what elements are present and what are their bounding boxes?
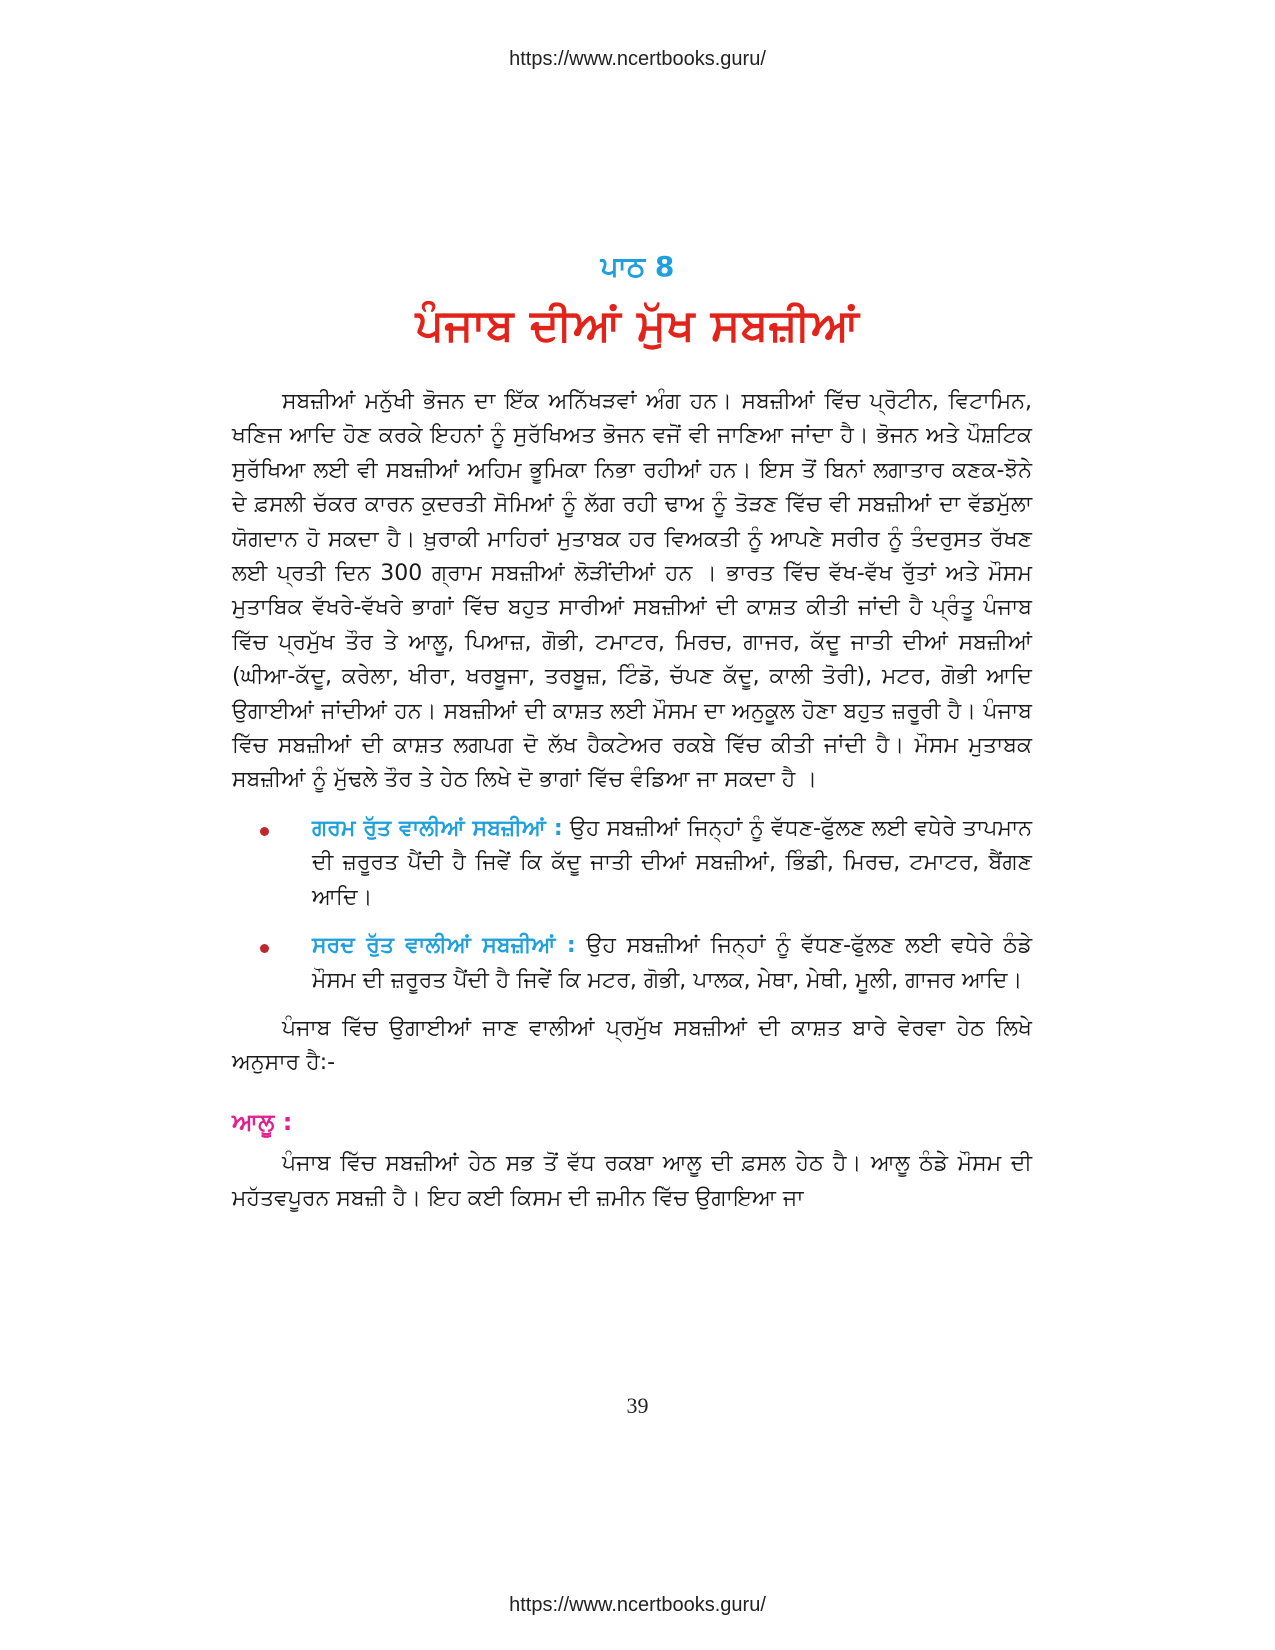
list-item bbox=[232, 812, 1032, 915]
chapter-title: ਪੰਜਾਬ ਦੀਆਂ ਮੁੱਖ ਸਬਜ਼ੀਆਂ bbox=[415, 300, 860, 351]
list-item bbox=[232, 929, 1032, 998]
section-heading-potato: ਆਲੂ : bbox=[232, 1107, 293, 1136]
chapter-body bbox=[232, 385, 1032, 1216]
footer-url: https://www.ncertbooks.guru/ bbox=[509, 1594, 766, 1616]
vegetable-types-list bbox=[232, 812, 1032, 998]
bullet-icon bbox=[260, 944, 269, 953]
followup-paragraph: ਪੰਜਾਬ ਵਿੱਚ ਉਗਾਈਆਂ ਜਾਣ ਵਾਲੀਆਂ ਪ੍ਰਮੁੱਖ ਸਬਜ਼ੀਆਂ ਦੀ ਕਾਸ਼ਤ ਬਾਰੇ ਵੇਰਵਾ ਹੇਠ ਲਿਖੇ ਅਨੁਸਾਰ ਹੈ:- bbox=[232, 1015, 1032, 1076]
intro-paragraph: ਸਬਜ਼ੀਆਂ ਮਨੁੱਖੀ ਭੋਜਨ ਦਾ ਇੱਕ ਅਨਿੱਖੜਵਾਂ ਅੰਗ ਹਨ। ਸਬਜ਼ੀਆਂ ਵਿੱਚ ਪ੍ਰੋਟੀਨ, ਵਿਟਾਮਿਨ, ਖਣਿਜ ਆਦਿ ਹੋਣ ਕਰਕੇ ਇਹਨਾਂ ਨੂੰ ਸੁਰੱਖਿਅਤ ਭੋਜਨ ਵਜੋਂ ਵੀ ਜਾਣਿਆ ਜਾਂਦਾ ਹੈ। ਭੋਜਨ ਅਤੇ ਪੌਸ਼ਟਿਕ ਸੁਰੱਖਿਆ ਲਈ ਵੀ ਸਬਜ਼ੀਆਂ ਅਹਿਮ ਭੂਮਿਕਾ ਨਿਭਾ ਰਹੀਆਂ ਹਨ। ਇਸ ਤੋਂ ਬਿਨਾਂ ਲਗਾਤਾਰ ਕਣਕ-ਝੋਨੇ ਦੇ ਫ਼ਸਲੀ ਚੱਕਰ ਕਾਰਨ ਕੁਦਰਤੀ ਸੋਮਿਆਂ ਨੂੰ ਲੱਗ ਰਹੀ ਢਾਅ ਨੂੰ ਤੋੜਣ ਵਿੱਚ ਵੀ ਸਬਜ਼ੀਆਂ ਦਾ ਵੱਡਮੁੱਲਾ ਯੋਗਦਾਨ ਹੋ ਸਕਦਾ ਹੈ। ਖ਼ੁਰਾਕੀ ਮਾਹਿਰਾਂ ਮੁਤਾਬਕ ਹਰ ਵਿਅਕਤੀ ਨੂੰ ਆਪਣੇ ਸਰੀਰ ਨੂੰ ਤੰਦਰੁਸਤ ਰੱਖਣ ਲਈ ਪ੍ਰਤੀ ਦਿਨ 300 ਗ੍ਰਾਮ ਸਬਜ਼ੀਆਂ ਲੋੜੀਂਦੀਆਂ ਹਨ । ਭਾਰਤ ਵਿੱਚ ਵੱਖ-ਵੱਖ ਰੁੱਤਾਂ ਅਤੇ ਮੌਸਮ ਮੁਤਾਬਿਕ ਵੱਖਰੇ-ਵੱਖਰੇ ਭਾਗਾਂ ਵਿੱਚ ਬਹੁਤ ਸਾਰੀਆਂ ਸਬਜ਼ੀਆਂ ਦੀ ਕਾਸ਼ਤ ਕੀਤੀ ਜਾਂਦੀ ਹੈ ਪ੍ਰੰਤੂ ਪੰਜਾਬ ਵਿੱਚ ਪ੍ਰਮੁੱਖ ਤੌਰ ਤੇ ਆਲੂ, ਪਿਆਜ਼, ਗੋਭੀ, ਟਮਾਟਰ, ਮਿਰਚ, ਗਾਜਰ, ਕੱਦੂ ਜਾਤੀ ਦੀਆਂ ਸਬਜ਼ੀਆਂ (ਘੀਆ-ਕੱਦੂ, ਕਰੇਲਾ, ਖੀਰਾ, ਖਰਬੂਜਾ, ਤਰਬੂਜ਼, ਟਿੰਡੋ, ਚੱਪਣ ਕੱਦੂ, ਕਾਲੀ ਤੋਰੀ), ਮਟਰ, ਗੋਭੀ ਆਦਿ ਉਗਾਈਆਂ ਜਾਂਦੀਆਂ ਹਨ। ਸਬਜ਼ੀਆਂ ਦੀ ਕਾਸ਼ਤ ਲਈ ਮੌਸਮ ਦਾ ਅਨੁਕੂਲ ਹੋਣਾ ਬਹੁਤ ਜ਼ਰੂਰੀ ਹੈ। ਪੰਜਾਬ ਵਿੱਚ ਸਬਜ਼ੀਆਂ ਦੀ ਕਾਸ਼ਤ ਲਗਪਗ ਦੋ ਲੱਖ ਹੈਕਟੇਅਰ ਰਕਬੇ ਵਿੱਚ ਕੀਤੀ ਜਾਂਦੀ ਹੈ। ਮੌਸਮ ਮੁਤਾਬਕ ਸਬਜ਼ੀਆਂ ਨੂੰ ਮੁੱਢਲੇ ਤੌਰ ਤੇ ਹੇਠ ਲਿਖੇ ਦੋ ਭਾਗਾਂ ਵਿੱਚ ਵੰਡਿਆ ਜਾ ਸਕਦਾ ਹੈ । bbox=[232, 389, 1032, 793]
bullet-term: ਸਰਦ ਰੁੱਤ ਵਾਲੀਆਂ ਸਬਜ਼ੀਆਂ : bbox=[312, 933, 576, 959]
page-number: 39 bbox=[626, 1393, 649, 1418]
potato-paragraph: ਪੰਜਾਬ ਵਿੱਚ ਸਬਜ਼ੀਆਂ ਹੇਠ ਸਭ ਤੋਂ ਵੱਧ ਰਕਬਾ ਆਲੂ ਦੀ ਫ਼ਸਲ ਹੇਠ ਹੈ। ਆਲੂ ਠੰਡੇ ਮੌਸਮ ਦੀ ਮਹੱਤਵਪੂਰਨ ਸਬਜ਼ੀ ਹੈ। ਇਹ ਕਈ ਕਿਸਮ ਦੀ ਜ਼ਮੀਨ ਵਿੱਚ ਉਗਾਇਆ ਜਾ bbox=[232, 1151, 1032, 1211]
bullet-term: ਗਰਮ ਰੁੱਤ ਵਾਲੀਆਂ ਸਬਜ਼ੀਆਂ : bbox=[312, 815, 563, 841]
bullet-text: ਉਹ ਸਬਜ਼ੀਆਂ ਜਿਨ੍ਹਾਂ ਨੂੰ ਵੱਧਣ-ਫੁੱਲਣ ਲਈ ਵਧੇਰੇ ਤਾਪਮਾਨ ਦੀ ਜ਼ਰੂਰਤ ਪੈਂਦੀ ਹੈ ਜਿਵੇਂ ਕਿ ਕੱਦੂ ਜਾਤੀ ਦੀਆਂ ਸਬਜ਼ੀਆਂ, ਭਿੰਡੀ, ਮਿਰਚ, ਟਮਾਟਰ, ਬੈਂਗਣ ਆਦਿ। bbox=[312, 815, 1032, 910]
header-url: https://www.ncertbooks.guru/ bbox=[509, 48, 766, 70]
lesson-label: ਪਾਠ 8 bbox=[600, 250, 675, 283]
bullet-text: ਉਹ ਸਬਜ਼ੀਆਂ ਜਿਨ੍ਹਾਂ ਨੂੰ ਵੱਧਣ-ਫੁੱਲਣ ਲਈ ਵਧੇਰੇ ਠੰਡੇ ਮੌਸਮ ਦੀ ਜ਼ਰੂਰਤ ਪੈਂਦੀ ਹੈ ਜਿਵੇਂ ਕਿ ਮਟਰ, ਗੋਭੀ, ਪਾਲਕ, ਮੇਥਾ, ਮੇਥੀ, ਮੂਲੀ, ਗਾਜਰ ਆਦਿ। bbox=[312, 933, 1033, 993]
bullet-icon bbox=[260, 827, 269, 836]
